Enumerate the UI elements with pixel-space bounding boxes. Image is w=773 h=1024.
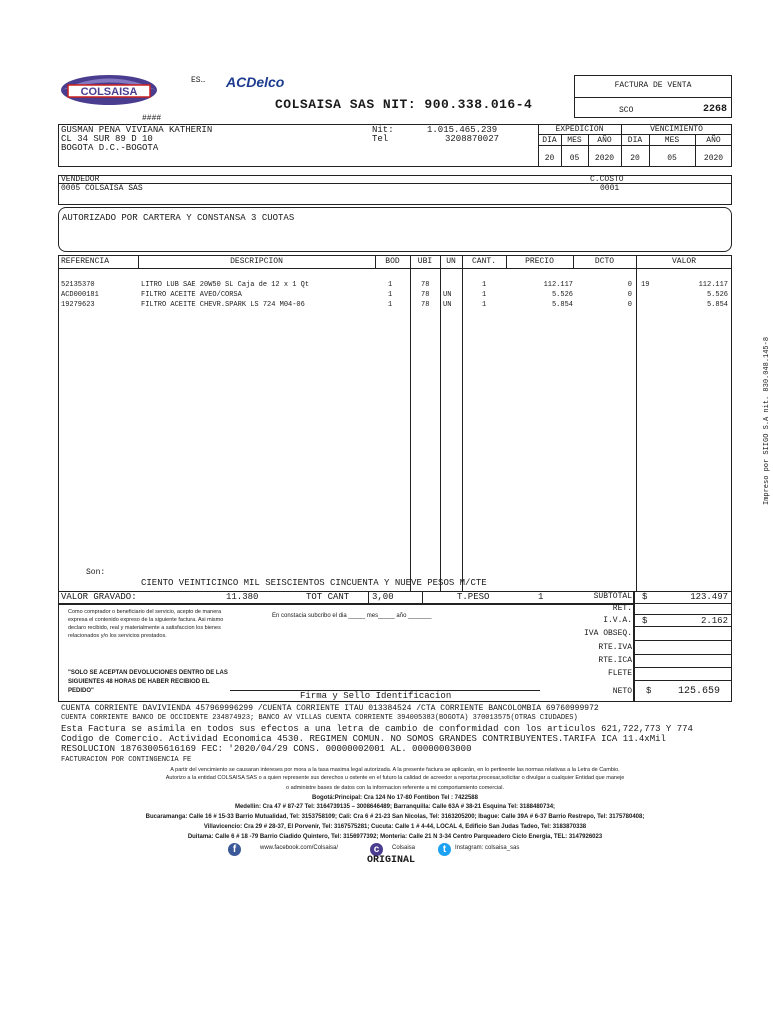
expedicion-label: EXPEDICION bbox=[555, 125, 604, 134]
row1-dcto: 0 bbox=[627, 281, 632, 289]
row1-desc: LITRO LUB SAE 20W50 SL Caja de 12 x 1 Qt bbox=[141, 281, 310, 289]
row2-precio: 5.526 bbox=[551, 291, 573, 299]
ret-label: RET. bbox=[612, 604, 632, 613]
legal-line-1: Esta Factura se asimila en todos sus efectos a una letra de cambio de conformidad con los articulos 621,722,773 Y 774 bbox=[61, 724, 693, 734]
row3-ref: 19279623 bbox=[61, 301, 95, 309]
vencimiento-label: VENCIMIENTO bbox=[650, 125, 703, 134]
invoice-number: 2268 bbox=[702, 104, 727, 115]
row1-iva: 19 bbox=[641, 281, 650, 289]
col-ubi: UBI bbox=[417, 257, 433, 266]
es-mark: ES… bbox=[191, 76, 206, 85]
row1-bod: 1 bbox=[388, 281, 393, 289]
col-referencia: REFERENCIA bbox=[61, 257, 110, 266]
iva-obseq-label: IVA OBSEQ. bbox=[583, 629, 632, 638]
tpeso-label: T.PESO bbox=[457, 592, 490, 602]
exp-dia-value: 20 bbox=[544, 154, 555, 163]
exp-ano-label: AÑO bbox=[597, 136, 612, 145]
invoice-series: SCO bbox=[619, 106, 634, 115]
buyer-acceptance-text: Como comprador o beneficiario del servicio, acepto de manera expresa el contenido expreso de la siguiente factura. Asi mismo declaro recibido, real y materialmente a satisfaccion los bienes relacionados y/o los servicios prestados. bbox=[68, 609, 224, 639]
colsaisa-icon[interactable]: c bbox=[370, 843, 383, 856]
colsaisa-logo bbox=[60, 73, 158, 107]
interest-notice: A partir del vencimiento se causaran intereses por mora a la tasa maxima legal autorizada. A la presente factura se aplicarán, en lo pertinente las normas relativas a la Letra de Cambio. bbox=[170, 767, 620, 773]
exp-dia-label: DIA bbox=[542, 136, 557, 145]
resolution-line: RESOLUCION 18763005616169 FEC: '2020/04/29 CONS. 00000002001 AL. 00000003000 bbox=[61, 744, 472, 754]
ven-ano-label: AÑO bbox=[706, 136, 721, 145]
note-text: AUTORIZADO POR CARTERA Y CONSTANSA 3 CUOTAS bbox=[62, 213, 295, 223]
vendor-value: 0005 COLSAISA SAS bbox=[61, 184, 143, 193]
subtotal-label: SUBTOTAL bbox=[593, 592, 632, 601]
row2-desc: FILTRO ACEITE AVEO/CORSA bbox=[141, 291, 242, 299]
costo-label: C.COSTO bbox=[590, 175, 624, 184]
neto-label: NETO bbox=[612, 687, 632, 696]
row1-ref: 52135370 bbox=[61, 281, 95, 289]
customer-name: GUSMAN PENA VIVIANA KATHERIN bbox=[61, 125, 213, 135]
row1-precio: 112.117 bbox=[543, 281, 573, 289]
exp-mes-value: 05 bbox=[569, 154, 580, 163]
tot-cant-value: 3,00 bbox=[372, 592, 394, 602]
col-precio: PRECIO bbox=[525, 257, 554, 266]
logo-text: COLSAISA bbox=[80, 86, 138, 98]
col-cant: CANT. bbox=[471, 257, 496, 266]
ven-dia-label: DIA bbox=[627, 136, 643, 145]
flete-label: FLETE bbox=[607, 669, 632, 678]
branch-villavicencio: Villavicencio: Cra 29 # 28-37, El Porvenir, Tel: 3167575281; Cucuta: Calle 1 # 4-44, LOCAL 4, Edificio San Judas Tadeo, Tel: 3183870338 bbox=[203, 824, 587, 830]
nit-value: 1.015.465.239 bbox=[427, 125, 498, 135]
authorization-line-2: o administre bases de datos con la informacion referente a mi comportamiento comercial. bbox=[286, 785, 504, 791]
accounts-line-1: CUENTA CORRIENTE DAVIVIENDA 457969996299 /CUENTA CORRIENTE ITAU 013384524 /CTA CORRIENTE BANCOLOMBIA 69760999972 bbox=[61, 704, 599, 713]
col-un: UN bbox=[446, 257, 456, 266]
returns-policy-text: "SOLO SE ACEPTAN DEVOLUCIONES DENTRO DE LAS SIGUIENTES 48 HORAS DE HABER RECIBIOD EL PEDIDO" bbox=[68, 670, 228, 694]
exp-ano-value: 2020 bbox=[594, 154, 615, 163]
branch-bucaramanga: Bucaramanga: Calle 16 # 15-33 Barrio Mutualidad, Tel: 3153758109; Cali: Cra 6 # 21-23 San Nicolas, Tel: 3163205200; Ibague: Calle 39A # 6-37 Barrio Restrepo, Tel: 3175780408; bbox=[145, 814, 645, 820]
row2-dcto: 0 bbox=[627, 291, 632, 299]
row1-valor: 112.117 bbox=[698, 281, 728, 289]
facebook-icon[interactable]: f bbox=[228, 843, 241, 856]
constancia-text: En constacia subcribo el dia _____ mes_____ año _______ bbox=[272, 613, 432, 619]
instagram-link[interactable]: Instagram: colsaisa_sas bbox=[455, 845, 520, 851]
row2-ref: ACD000181 bbox=[61, 291, 99, 299]
row3-desc: FILTRO ACEITE CHEVR.SPARK LS 724 M04-06 bbox=[141, 301, 305, 309]
vendor-box bbox=[58, 175, 732, 205]
amount-in-words: CIENTO VEINTICINCO MIL SEISCIENTOS CINCUENTA Y NUEVE PESOS M/CTE bbox=[141, 578, 487, 588]
tel-value: 3208870027 bbox=[445, 134, 500, 144]
son-label: Son: bbox=[86, 568, 106, 577]
nit-label: Nit: bbox=[372, 125, 394, 135]
costo-value: 0001 bbox=[600, 184, 620, 193]
iva-currency: $ bbox=[642, 616, 648, 626]
iva-label: I.V.A. bbox=[603, 616, 632, 625]
company-nit-line: COLSAISA SAS NIT: 900.338.016-4 bbox=[275, 97, 533, 112]
row2-valor: 5.526 bbox=[706, 291, 728, 299]
ven-mes-value: 05 bbox=[667, 154, 677, 163]
row3-un: UN bbox=[443, 301, 452, 309]
invoice-box bbox=[574, 75, 732, 118]
colsaisa-link[interactable]: Colsaisa bbox=[392, 845, 416, 851]
acdelco-logo: ACDelco bbox=[226, 74, 285, 90]
customer-address: CL 34 SUR 89 D 10 bbox=[61, 134, 153, 144]
row3-precio: 5.854 bbox=[551, 301, 573, 309]
vendor-label: VENDEDOR bbox=[61, 175, 100, 184]
row3-cant: 1 bbox=[482, 301, 487, 309]
row3-bod: 1 bbox=[388, 301, 393, 309]
valor-gravado-value: 11.380 bbox=[226, 592, 259, 602]
authorization-line-1: Autorizo a la entidad COLSAISA SAS o a quien represente sus derechos u ostente en el futuro la calidad de acreedor a reportar,procesar,solicitar o divulgar a cualquier Entidad que maneje bbox=[165, 775, 625, 781]
ven-ano-value: 2020 bbox=[703, 154, 724, 163]
subtotal-value: 123.497 bbox=[690, 592, 728, 602]
row3-dcto: 0 bbox=[627, 301, 632, 309]
iva-value: 2.162 bbox=[700, 616, 728, 626]
col-dcto: DCTO bbox=[594, 257, 615, 266]
row2-un: UN bbox=[443, 291, 452, 299]
invoice-title: FACTURA DE VENTA bbox=[614, 81, 692, 90]
branch-duitama: Duitama: Calle 6 # 18 -79 Barrio Ciadido Quintero, Tel: 3156977392; Monteria: Calle 21 N 3-34 Centro Parqueadero Ciclo Energia, TEL: 3147926023 bbox=[187, 834, 603, 840]
ven-mes-label: MES bbox=[664, 136, 680, 145]
hash-mark: #### bbox=[142, 114, 162, 123]
row2-ubi: 78 bbox=[421, 291, 430, 299]
rte-ica-label: RTE.ICA bbox=[598, 656, 632, 665]
accounts-line-2: CUENTA CORRIENTE BANCO DE OCCIDENTE 234874923; BANCO AV VILLAS CUENTA CORRIENTE 394005383(BOGOTA) 370013575(OTRAS CIUDADES) bbox=[61, 714, 578, 722]
branch-bogota: Bogotá:Principal: Cra 124 No 17-80 Fontibon Tel : 7422588 bbox=[312, 795, 478, 801]
branch-medellin: Medellin: Cra 47 # 87-27 Tel: 3164739135 – 3008646489; Barranquilla: Calle 63A # 38-21 Esquina Tel: 3188480734; bbox=[234, 804, 556, 810]
tpeso-value: 1 bbox=[538, 592, 544, 602]
col-descripcion: DESCRIPCION bbox=[230, 257, 283, 266]
row3-valor: 5.854 bbox=[706, 301, 728, 309]
contingencia-line: FACTURACION POR CONTINGENCIA FE bbox=[61, 756, 192, 764]
tel-label: Tel bbox=[372, 134, 389, 144]
neto-currency: $ bbox=[646, 686, 652, 696]
row2-cant: 1 bbox=[482, 291, 487, 299]
col-bod: BOD bbox=[385, 257, 400, 266]
col-valor: VALOR bbox=[671, 257, 696, 266]
subtotal-currency: $ bbox=[642, 592, 648, 602]
rte-iva-label: RTE.IVA bbox=[598, 643, 632, 652]
row1-ubi: 78 bbox=[421, 281, 430, 289]
exp-mes-label: MES bbox=[567, 136, 582, 145]
signature-label: Firma y Sello Identificacion bbox=[300, 691, 452, 701]
valor-gravado-label: VALOR GRAVADO: bbox=[61, 592, 137, 602]
legal-line-2: Codigo de Comercio. Actividad Economica 4530. REGIMEN COMUN. NO SOMOS GRANDES CONTRIBUYENTES.TARIFA ICA 11.4xMil bbox=[61, 734, 666, 744]
original-label: ORIGINAL bbox=[367, 855, 416, 866]
twitter-icon[interactable]: t bbox=[438, 843, 451, 856]
neto-value: 125.659 bbox=[677, 686, 720, 697]
row1-cant: 1 bbox=[482, 281, 487, 289]
facebook-link[interactable]: www.facebook.com/Colsaisa/ bbox=[260, 845, 339, 851]
customer-city: BOGOTA D.C.-BOGOTA bbox=[61, 143, 159, 153]
row3-ubi: 78 bbox=[421, 301, 430, 309]
row2-bod: 1 bbox=[388, 291, 393, 299]
printed-by-text: Impreso por SIIGO S.A nit. 830.048.145-8 bbox=[763, 336, 771, 505]
ven-dia-value: 20 bbox=[630, 154, 640, 163]
tot-cant-label: TOT CANT bbox=[306, 592, 350, 602]
